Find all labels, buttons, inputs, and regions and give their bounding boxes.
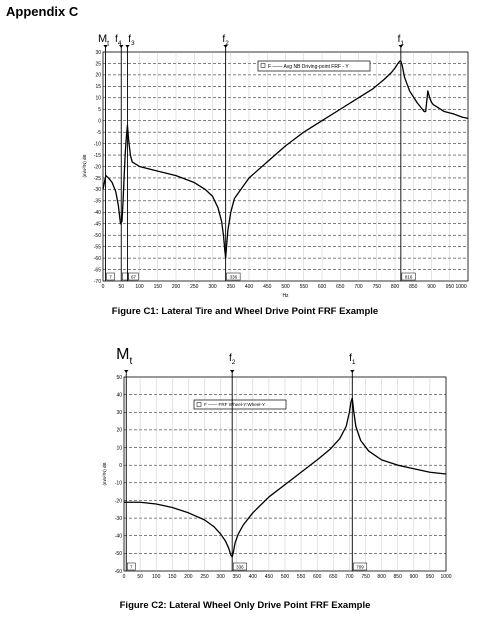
fig2-legend-text: F —— FRF Wheel-Y:Wheel-Y [204, 402, 266, 407]
fig2-x-tick-label: 0 [122, 574, 126, 580]
fig1-x-tick-label: 750 [372, 284, 381, 290]
fig1-y-tick-label: 0 [98, 118, 101, 125]
figure-c1-caption: Figure C1: Lateral Tire and Wheel Drive Point FRF Example [111, 306, 379, 317]
fig1-y-tick-label: -40 [93, 210, 101, 217]
fig1-y-tick-label: 15 [95, 84, 101, 91]
fig1-x-tick-label: 500 [281, 284, 290, 290]
fig1-y-tick-label: -20 [93, 164, 101, 171]
fig2-x-tick-label: 750 [361, 574, 370, 580]
fig1-marker-f2-value-text: 336 [229, 274, 238, 280]
fig2-y-tick-label: 50 [116, 374, 122, 381]
fig1-y-tick-label: -10 [93, 141, 101, 148]
fig1-y-tick-label: -5 [96, 129, 101, 136]
fig1-marker-f3-value-text: 67 [130, 274, 136, 280]
fig1-x-tick-label: 950 1000 [445, 284, 467, 290]
fig2-x-tick-label: 150 [168, 574, 177, 580]
fig1-x-tick-label: 100 [135, 284, 144, 290]
fig2-x-tick-label: 250 [200, 574, 209, 580]
fig2-marker-f2-arrow-icon [230, 370, 234, 373]
fig1-x-tick-label: 900 [427, 284, 436, 290]
fig1-x-tick-label: 650 [336, 284, 345, 290]
fig2-x-tick-label: 350 [232, 574, 241, 580]
fig2-legend-checkbox-icon [197, 403, 201, 407]
fig2-marker-f1-value-text: 709 [356, 564, 364, 570]
fig2-x-tick-label: 600 [313, 574, 322, 580]
fig1-y-tick-label: -65 [93, 267, 101, 274]
fig2-marker-mt-label: $M_t$ [116, 346, 133, 367]
fig2-x-tick-label: 300 [216, 574, 225, 580]
fig2-x-tick-label: 450 [264, 574, 274, 580]
fig1-legend-checkbox-icon [261, 64, 265, 68]
fig2-x-tick-label: 500 [280, 574, 290, 580]
fig1-x-tick-label: 850 [409, 284, 418, 290]
fig1-y-tick-label: -25 [93, 175, 101, 182]
fig1-x-axis-label: Hz [282, 293, 289, 299]
fig1-marker-f2-label: $f_2$ [222, 34, 229, 47]
fig1-y-tick-label: -45 [93, 221, 101, 228]
fig1-marker-f3-label: $f_3$ [128, 34, 135, 47]
fig1-x-tick-label: 250 [190, 284, 199, 290]
fig2-x-tick-label: 50 [137, 574, 143, 580]
fig1-x-tick-label: 50 [118, 284, 125, 290]
fig2-x-tick-label: 650 [329, 574, 338, 580]
fig1-marker-f3-arrow-icon [125, 45, 129, 48]
fig2-x-tick-label: 100 [152, 574, 161, 580]
fig1-y-tick-label: -55 [93, 244, 101, 251]
fig1-x-tick-label: 400 [244, 284, 254, 290]
fig2-x-tick-label: 550 [296, 574, 306, 580]
fig1-legend-text: F —— Avg NB Driving-point FRF - Y [268, 64, 349, 70]
fig1-y-tick-label: 10 [95, 95, 101, 102]
fig2-x-tick-label: 850 [393, 574, 402, 580]
fig1-x-tick-label: 150 [153, 284, 162, 290]
fig2-x-tick-label: 1000 [440, 574, 452, 580]
fig1-y-tick-label: 20 [95, 72, 101, 79]
fig2-y-tick-label: -10 [114, 480, 122, 487]
fig2-x-tick-label: 950 [425, 574, 435, 580]
fig1-x-tick-label: 600 [317, 284, 327, 290]
fig1-marker-f1-value-text: 816 [404, 274, 413, 280]
fig2-x-tick-label: 200 [184, 574, 193, 580]
fig1-y-tick-label: -15 [93, 152, 101, 159]
fig1-marker-f1-label: $f_1$ [397, 34, 405, 47]
fig1-x-tick-label: 0 [101, 284, 105, 290]
fig1-y-axis-label: (m/s²/N) dB [82, 154, 87, 178]
fig1-x-tick-label: 450 [263, 284, 272, 290]
fig2-marker-f1-label: $f_1$ [349, 353, 356, 366]
fig1-y-tick-label: -70 [93, 278, 101, 285]
appendix-heading: Appendix C [6, 4, 79, 19]
fig2-x-tick-label: 400 [248, 574, 257, 580]
fig2-y-tick-label: 0 [119, 462, 122, 469]
fig1-y-tick-label: 5 [98, 107, 101, 114]
fig1-marker-mt-label: $M_t$ [97, 33, 110, 48]
fig1-x-tick-label: 800 [390, 284, 400, 290]
fig2-marker-f2-label: $f_2$ [228, 353, 236, 366]
fig1-y-tick-label: -60 [93, 255, 101, 262]
fig2-y-tick-label: -20 [114, 498, 122, 505]
fig2-y-tick-label: -40 [114, 533, 122, 540]
fig2-marker-f1-arrow-icon [350, 370, 354, 373]
fig2-marker-f2-value-text: 336 [236, 564, 244, 570]
fig2-y-tick-label: -60 [114, 568, 122, 575]
fig1-marker-f4-label: $f_4$ [115, 34, 122, 47]
fig2-x-tick-label: 700 [345, 574, 354, 580]
figure-c2-caption: Figure C2: Lateral Wheel Only Drive Point FRF Example [119, 600, 371, 611]
fig1-y-tick-label: -50 [93, 233, 101, 239]
fig1-x-tick-label: 200 [171, 284, 181, 290]
fig2-x-tick-label: 900 [409, 574, 418, 580]
fig1-y-tick-label: -30 [93, 187, 101, 194]
fig2-y-tick-label: 40 [116, 392, 122, 399]
fig2-y-axis-label: (m/s²/N) dB [102, 462, 107, 486]
fig1-y-tick-label: -35 [93, 198, 101, 205]
fig1-x-tick-label: 700 [354, 284, 363, 290]
fig2-y-tick-label: 10 [116, 445, 122, 452]
fig2-marker-mt-value-text: 7 [129, 564, 133, 570]
fig1-x-tick-label: 550 [299, 284, 308, 290]
fig2-marker-mt-arrow-icon [124, 370, 128, 373]
fig2-y-tick-label: -30 [114, 515, 122, 522]
fig2-y-tick-label: 20 [116, 427, 122, 434]
fig2-y-tick-label: 30 [116, 410, 122, 417]
fig1-y-tick-label: 25 [95, 61, 101, 68]
fig2-x-tick-label: 800 [377, 574, 386, 580]
fig1-y-tick-label: 30 [95, 49, 101, 56]
fig1-marker-mt-value-text: 7 [109, 274, 112, 280]
fig1-x-tick-label: 350 [226, 284, 235, 290]
fig2-y-tick-label: -50 [114, 551, 122, 558]
fig1-x-tick-label: 300 [208, 284, 217, 290]
